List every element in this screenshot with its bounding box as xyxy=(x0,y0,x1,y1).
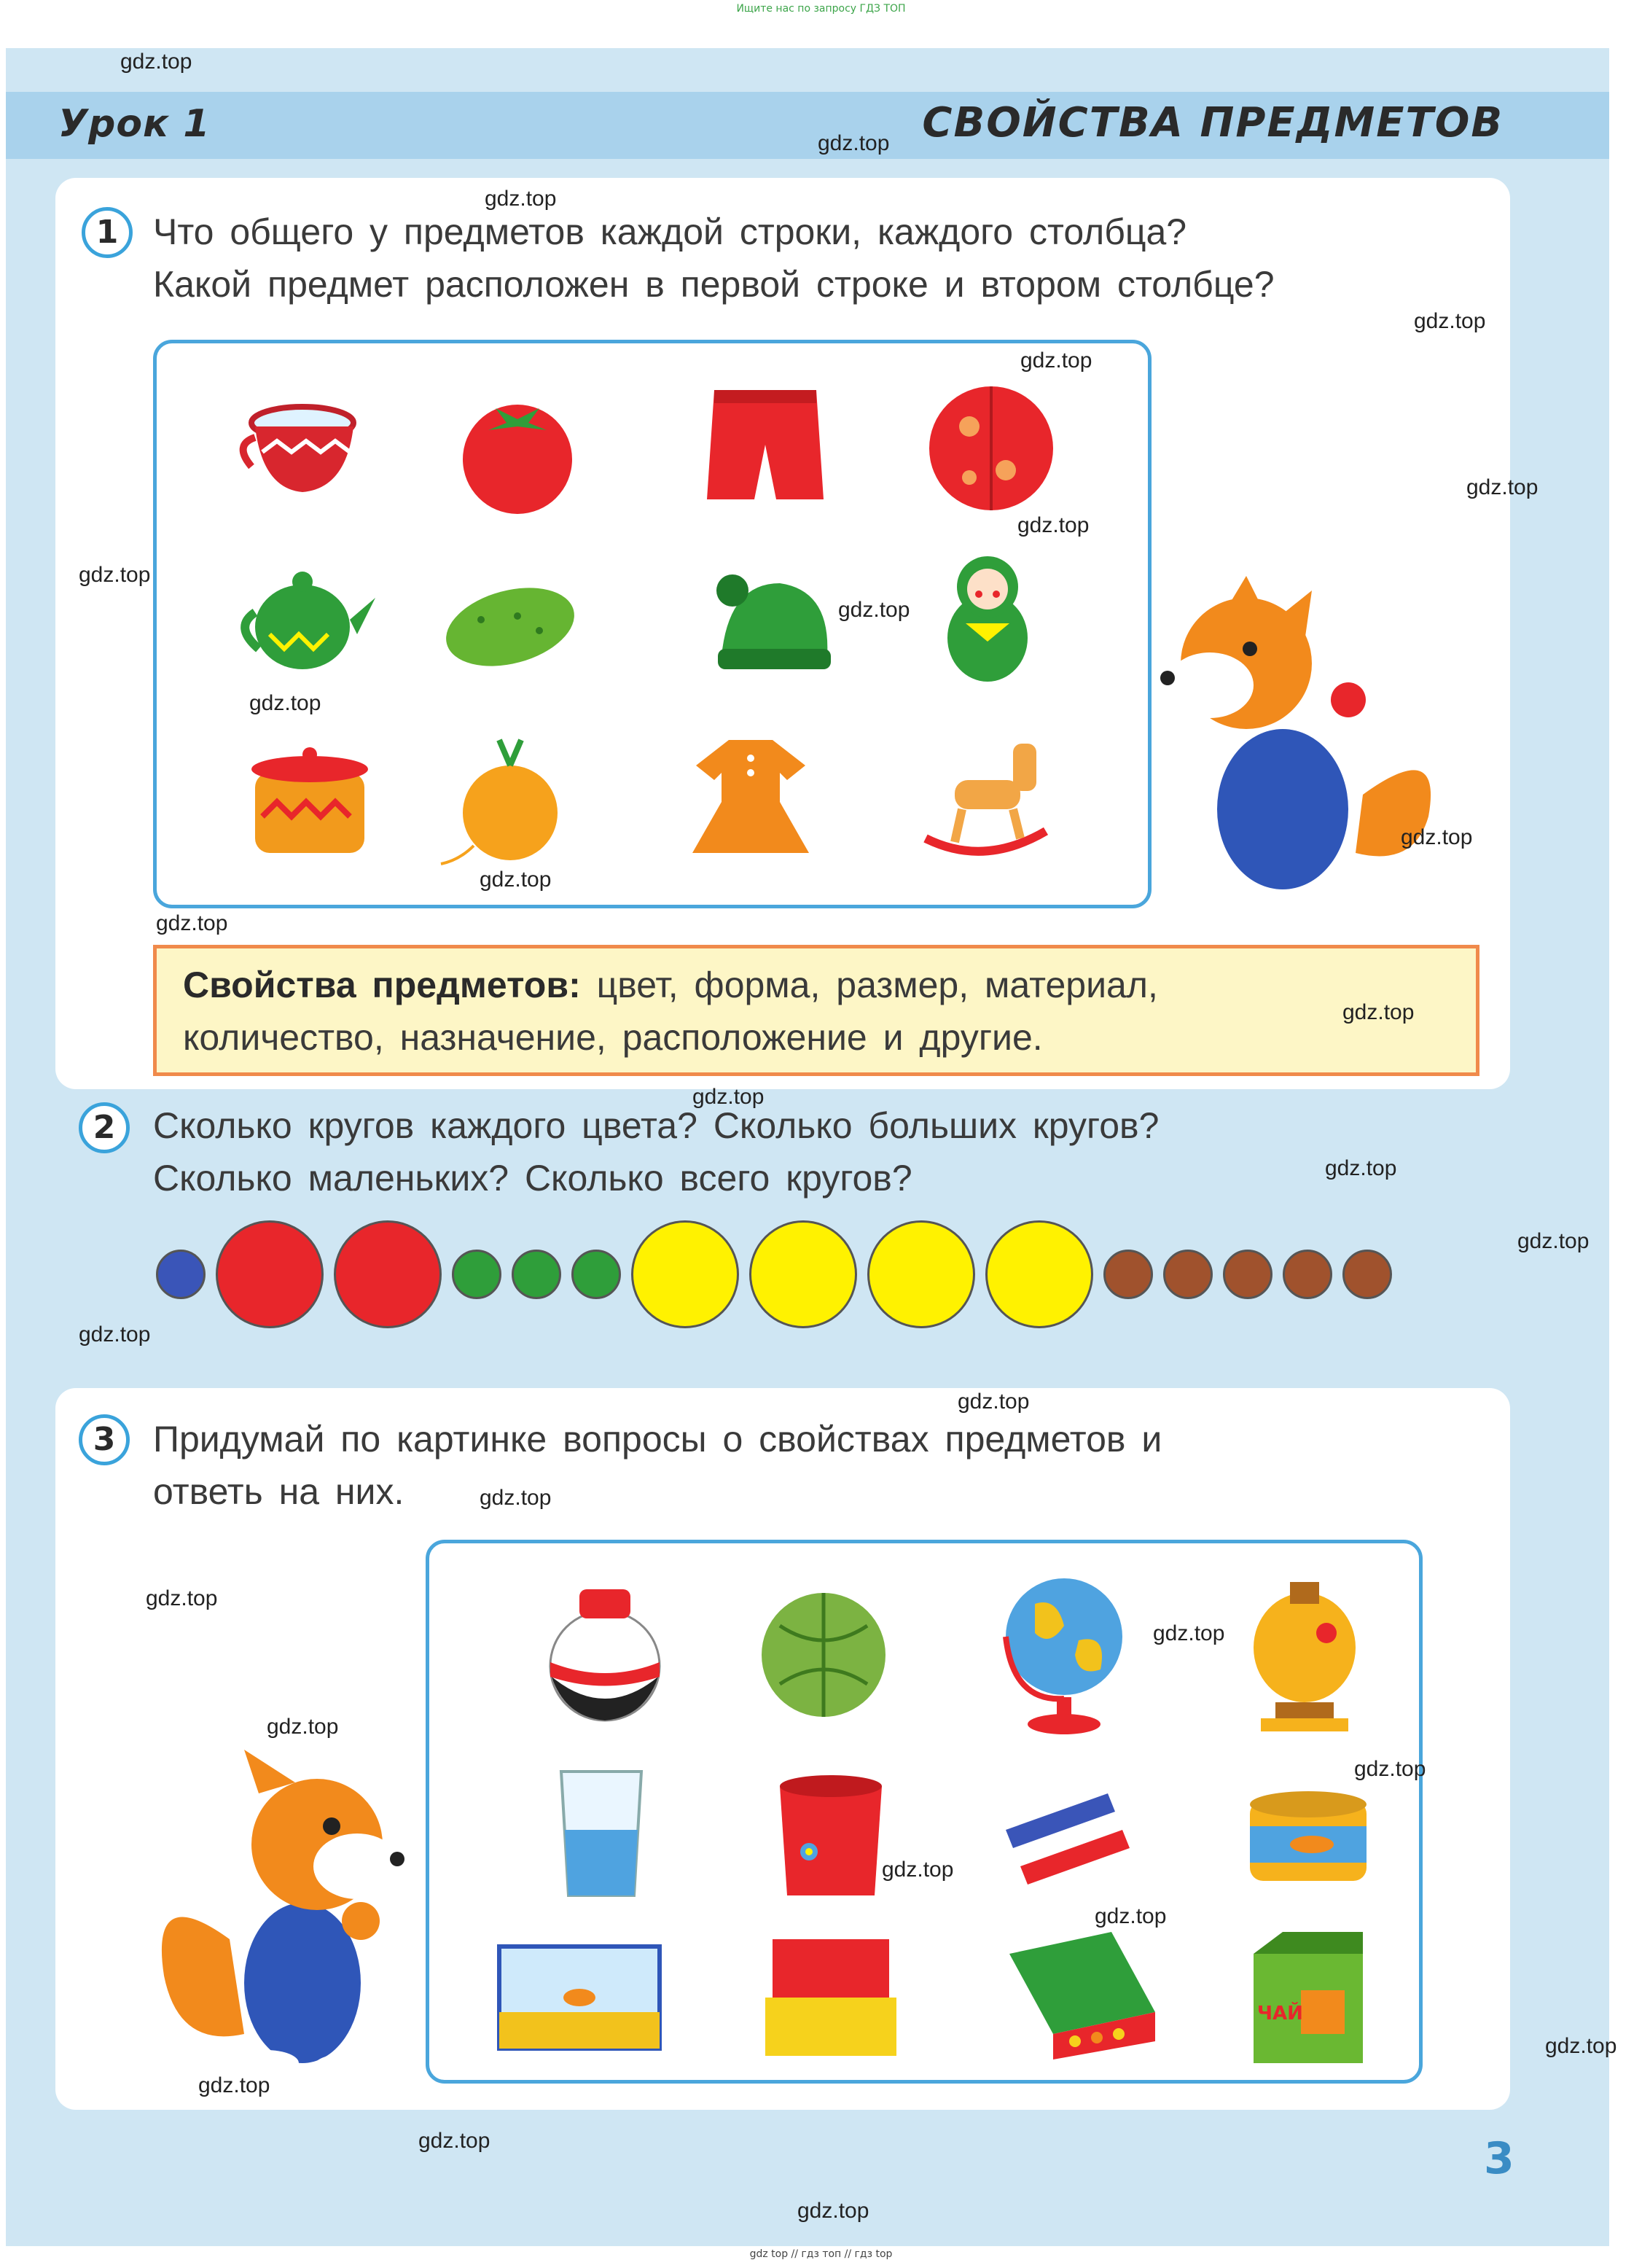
circle-yellow-big xyxy=(985,1220,1093,1328)
bucket-image xyxy=(765,1757,896,1903)
samovar-image xyxy=(1232,1567,1377,1742)
watermark: gdz.top xyxy=(79,563,151,587)
watermark: gdz.top xyxy=(1545,2034,1617,2058)
cucumber-image xyxy=(437,547,583,693)
watermark: gdz.top xyxy=(1354,1757,1426,1781)
globe-image xyxy=(991,1567,1137,1742)
watermark: gdz.top xyxy=(1095,1904,1167,1928)
watermark: gdz.top xyxy=(838,598,910,622)
topic-title: СВОЙСТВА ПРЕДМЕТОВ xyxy=(922,99,1504,147)
circle-brown-small xyxy=(1283,1250,1332,1299)
watermark: gdz.top xyxy=(882,1858,954,1882)
watermark: gdz.top xyxy=(480,1486,552,1510)
turnip-image xyxy=(430,729,576,875)
task2-number: 2 xyxy=(79,1102,130,1153)
watermark: gdz.top xyxy=(1020,348,1092,373)
watermark: gdz.top xyxy=(267,1715,339,1739)
circle-red-big xyxy=(216,1220,324,1328)
watermark: gdz.top xyxy=(1017,513,1090,537)
properties-label: Свойства предметов: xyxy=(183,965,581,1005)
properties-text-2: количество, назначение, расположение и другие. xyxy=(183,1017,1043,1058)
aquarium-image xyxy=(492,1917,667,2063)
circle-green-small xyxy=(512,1250,561,1299)
crayons-image xyxy=(991,1779,1137,1895)
watermark: gdz.top xyxy=(1153,1621,1225,1645)
cup-image xyxy=(233,372,379,518)
dress-image xyxy=(678,722,824,868)
lesson-title: Урок 1 xyxy=(58,102,211,146)
circle-green-small xyxy=(452,1250,501,1299)
watermark: gdz.top xyxy=(1401,825,1473,849)
vase-image xyxy=(536,1567,674,1728)
task3-line2: ответь на них. xyxy=(153,1471,404,1512)
task3-line1: Придумай по картинке вопросы о свойствах предметов и xyxy=(153,1419,1162,1460)
tomato-image xyxy=(445,379,590,525)
watermark: gdz.top xyxy=(958,1390,1030,1414)
green-ball-image xyxy=(751,1582,896,1728)
rocking-horse-image xyxy=(911,722,1057,868)
watermark: gdz.top xyxy=(692,1085,765,1109)
circle-blue-small xyxy=(156,1250,206,1299)
shorts-image xyxy=(692,375,838,521)
ball-image xyxy=(918,375,1064,521)
circle-brown-small xyxy=(1223,1250,1272,1299)
teapot-image xyxy=(233,539,379,685)
circle-brown-small xyxy=(1342,1250,1392,1299)
watermark: gdz.top xyxy=(156,911,228,935)
watermark: gdz.top xyxy=(120,50,192,74)
circle-red-big xyxy=(334,1220,442,1328)
circle-yellow-big xyxy=(749,1220,857,1328)
top-note: Ищите нас по запросу ГДЗ ТОП xyxy=(736,3,906,15)
task3-number: 3 xyxy=(79,1414,130,1465)
watermark: gdz.top xyxy=(797,2199,869,2223)
tea-tin-label: ЧАЙ xyxy=(1257,2003,1303,2025)
watermark: gdz.top xyxy=(418,2129,490,2153)
watermark: gdz.top xyxy=(1325,1156,1397,1180)
properties-text-1: цвет, форма, размер, материал, xyxy=(580,965,1158,1005)
hat-image xyxy=(700,547,845,693)
watermark: gdz.top xyxy=(1517,1229,1590,1253)
watermark: gdz.top xyxy=(79,1322,151,1347)
task2-line2: Сколько маленьких? Сколько всего кругов? xyxy=(153,1158,912,1199)
watermark: gdz.top xyxy=(1414,309,1486,333)
blocks-image xyxy=(751,1917,918,2070)
pot-image xyxy=(233,722,379,868)
watermark: gdz.top xyxy=(146,1586,218,1610)
circle-yellow-big xyxy=(631,1220,739,1328)
properties-box xyxy=(153,945,1479,1076)
watermark: gdz.top xyxy=(818,131,890,155)
tea-tin-image xyxy=(1239,1925,1377,2070)
watermark: gdz.top xyxy=(480,868,552,892)
fox-character-1 xyxy=(1122,576,1443,919)
watermark: gdz.top xyxy=(1342,1000,1415,1024)
task1-line1: Что общего у предметов каждой строки, каждого столбца? xyxy=(153,211,1187,252)
footer-note: gdz top // гдз топ // гдз top xyxy=(749,2248,893,2260)
glass-image xyxy=(536,1757,667,1903)
circle-brown-small xyxy=(1163,1250,1213,1299)
task2-line1: Сколько кругов каждого цвета? Сколько больших кругов? xyxy=(153,1105,1160,1146)
circle-green-small xyxy=(571,1250,621,1299)
watermark: gdz.top xyxy=(485,187,557,211)
page-number: 3 xyxy=(1484,2133,1514,2184)
fox-character-2 xyxy=(149,1742,441,2078)
paints-box-image xyxy=(1002,1925,1162,2063)
task1-line2: Какой предмет расположен в первой строке и втором столбце? xyxy=(153,264,1275,305)
circle-yellow-big xyxy=(867,1220,975,1328)
watermark: gdz.top xyxy=(1466,475,1539,499)
watermark: gdz.top xyxy=(249,691,321,715)
watermark: gdz.top xyxy=(198,2073,270,2097)
matryoshka-image xyxy=(915,539,1060,685)
can-image xyxy=(1239,1779,1377,1895)
circle-brown-small xyxy=(1103,1250,1153,1299)
task1-number: 1 xyxy=(82,207,133,258)
